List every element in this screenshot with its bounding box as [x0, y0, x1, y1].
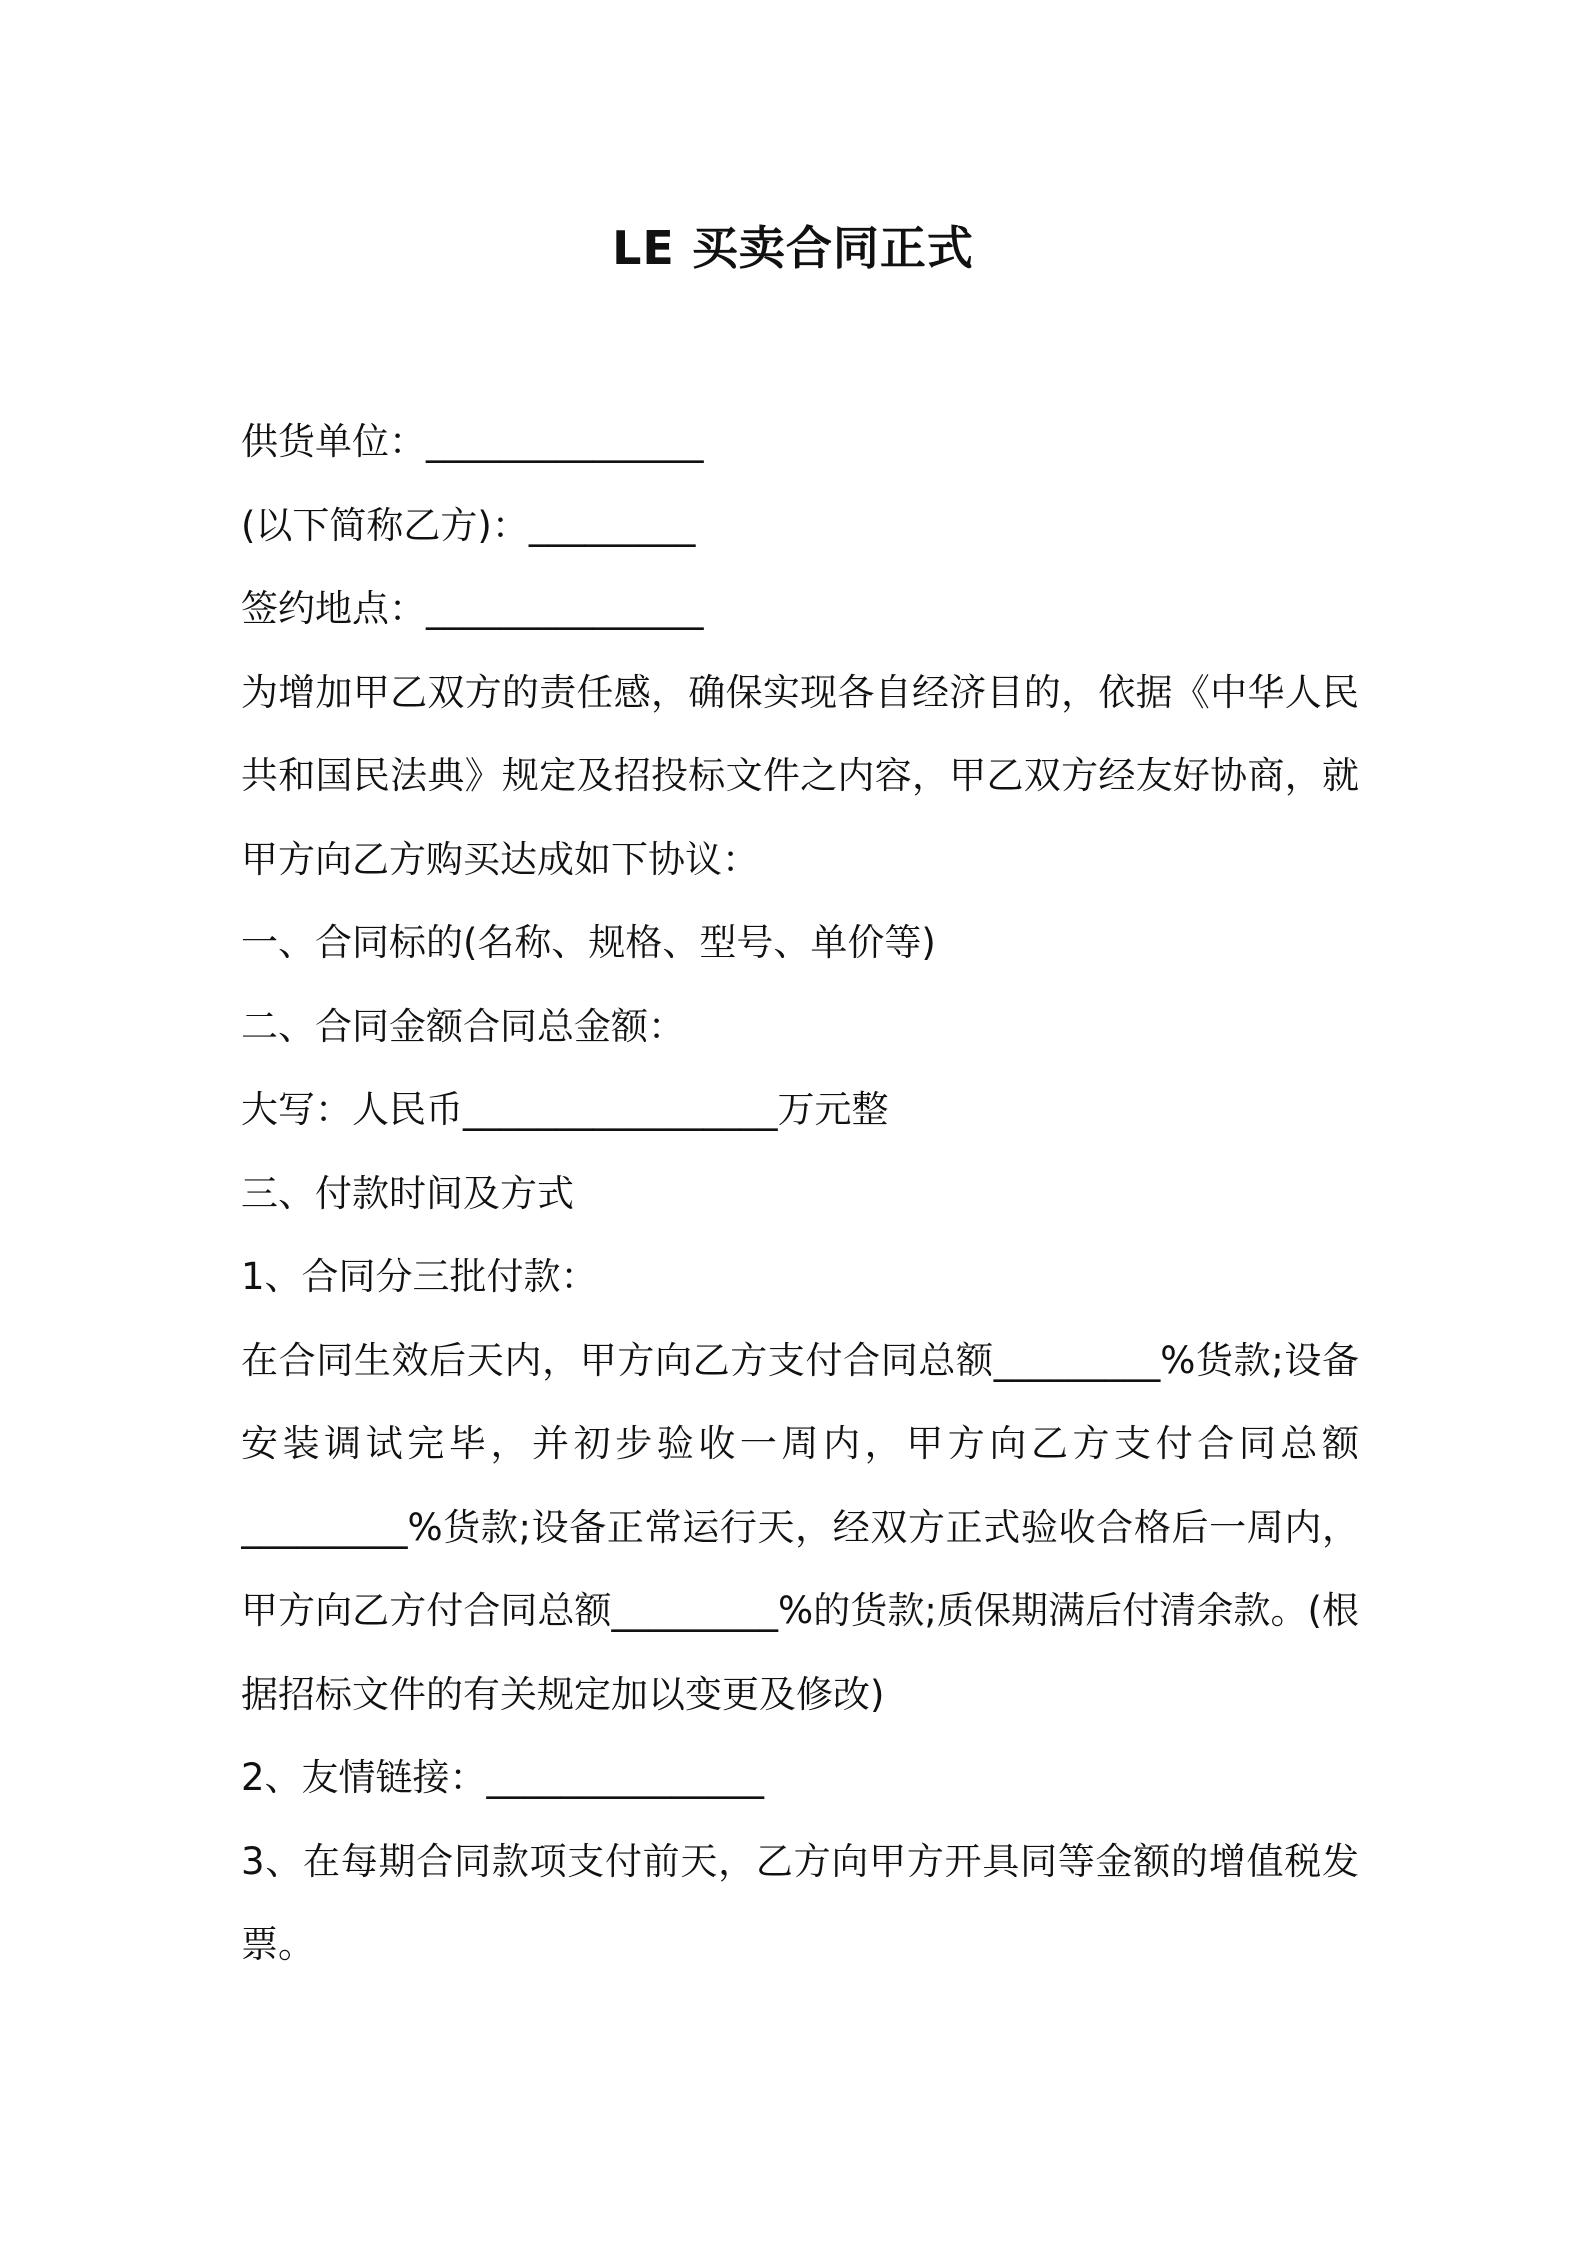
- payment-paragraph-line-1: 在合同生效后天内，甲方向乙方支付合同总额_________%货款;设备: [241, 1338, 1359, 1382]
- signing-place-line: 签约地点：_______________: [241, 587, 704, 630]
- supplier-line: 供货单位：_______________: [241, 420, 704, 463]
- amount-in-words-line: 大写：人民币_________________万元整: [241, 1088, 889, 1131]
- payment-item-2-line: 2、友情链接：_______________: [241, 1756, 765, 1799]
- section-1-heading: 一、合同标的(名称、规格、型号、单价等): [241, 921, 936, 964]
- document-body: [241, 400, 1359, 1987]
- payment-item-3-line-2: 票。: [241, 1923, 315, 1966]
- payment-paragraph-line-4: 甲方向乙方付合同总额_________%的货款;质保期满后付清余款。(根: [241, 1589, 1359, 1632]
- preamble-line-3: 甲方向乙方购买达成如下协议：: [241, 837, 759, 881]
- preamble-line-1: 为增加甲乙双方的责任感，确保实现各自经济目的，依据《中华人民: [241, 670, 1359, 714]
- payment-paragraph-line-2: 安装调试完毕，并初步验收一周内，甲方向乙方支付合同总额: [241, 1422, 1359, 1465]
- preamble-line-2: 共和国民法典》规定及招投标文件之内容，甲乙双方经友好协商，就: [241, 754, 1359, 797]
- party-b-line: (以下简称乙方)：_________: [241, 503, 696, 547]
- section-3-heading: 三、付款时间及方式: [241, 1171, 574, 1215]
- payment-item-1-heading: 1、合同分三批付款：: [241, 1255, 598, 1298]
- section-2-heading: 二、合同金额合同总金额：: [241, 1004, 685, 1048]
- payment-item-3-line-1: 3、在每期合同款项支付前天，乙方向甲方开具同等金额的增值税发: [241, 1839, 1359, 1883]
- payment-paragraph-line-3: _________%货款;设备正常运行天，经双方正式验收合格后一周内，: [241, 1505, 1359, 1549]
- payment-paragraph-line-5: 据招标文件的有关规定加以变更及修改): [241, 1672, 885, 1716]
- document-title: LE 买卖合同正式: [612, 221, 974, 275]
